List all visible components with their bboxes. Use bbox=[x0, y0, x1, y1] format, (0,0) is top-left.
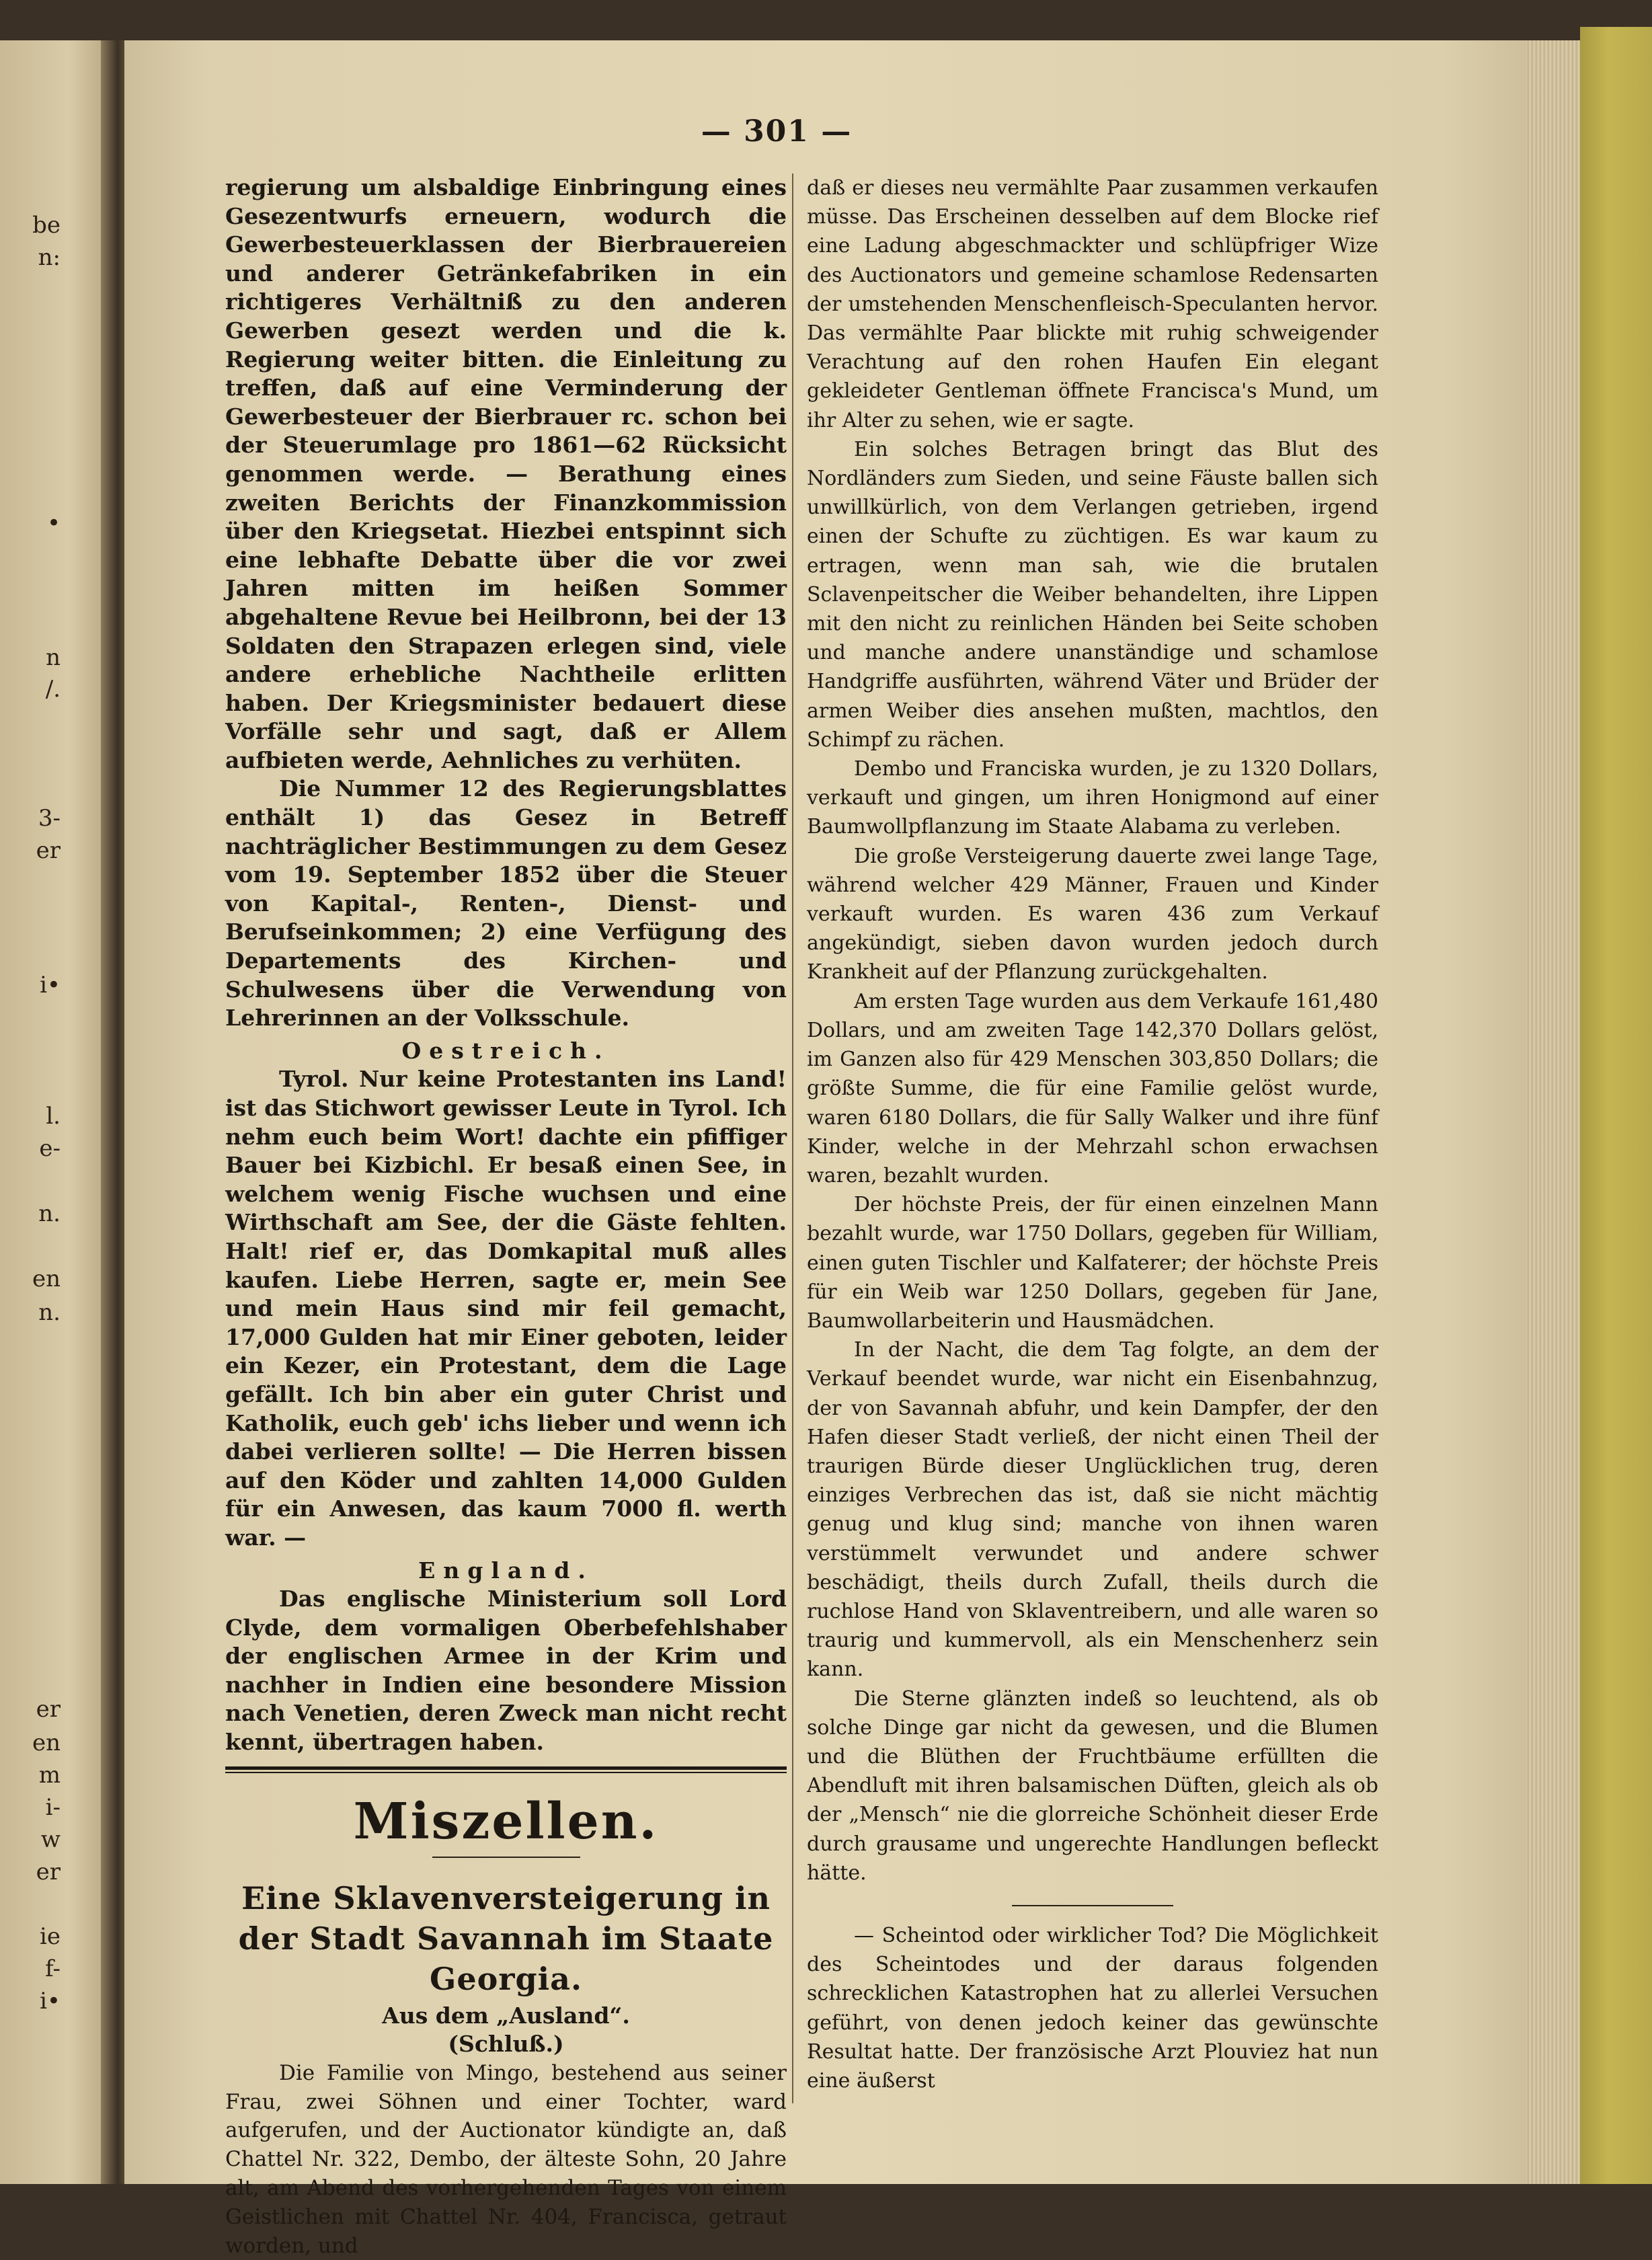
fragment: m bbox=[38, 1762, 61, 1789]
paragraph-mingo: Die Familie von Mingo, bestehend aus seiner Frau, zwei Söhnen und einer Tochter, ward aufgerufen, und der Auctionator kündigte an, daß Chattel Nr. 322, Dembo, der älteste Sohn, 20 Jahre alt, am Abend des vorhergehenden Tages von einem Geistlichen mit Chattel Nr. 404, Francisca, getraut worden, und bbox=[225, 2060, 787, 2258]
article-source: Aus dem „Ausland“. bbox=[382, 2002, 630, 2029]
fragment: en bbox=[32, 1265, 61, 1292]
page-stack-edges bbox=[1526, 40, 1580, 2184]
right-column bbox=[807, 173, 1378, 2095]
section-heading-oestreich: Oestreich. bbox=[401, 1037, 611, 1064]
paragraph-tyrol: Tyrol. Nur keine Protestanten ins Land! ist das Stichwort gewisser Leute in Tyrol. Ich nehm euch beim Wort! dachte ein pfiffiger Bauer bei Kizbichl. Er besaß einen See, in welchem wenig Fische wuchsen und eine Wirthschaft am See, der die Gäste fehlten. Halt! rief er, das Domkapital muß alles kaufen. Liebe Herren, sagte er, mein See und mein Haus sind mir feil gemacht, 17,000 Gulden hat mir Einer geboten, leider ein Kezer, ein Protestant, dem die Lage gefällt. Ich bin aber ein guter Christ und Katholik, euch geb' ichs lieber und wenn ich dabei verlieren sollte! — Die Herren bissen auf den Köder und zahlten 14,000 Gulden für ein Anwesen, das kaum 7000 fl. werth war. — bbox=[225, 1066, 787, 1551]
paragraph-versteigerung: Die große Versteigerung dauerte zwei lange Tage, während welcher 429 Männer, Frauen und Kinder verkauft wurden. Es waren 436 zum Verkauf angekündigt, sieben davon wurden jedoch durch Krankheit auf der Pflanzung zurückgehalten. bbox=[807, 844, 1378, 984]
paragraph-nordlaender: Ein solches Betragen bringt das Blut des Nordländers zum Sieden, und seine Fäuste ballen sich unwillkürlich, von dem Verlangen getrieben, irgend einen der Schufte zu züchtigen. Es war kaum zu ertragen, wenn man sah, wie die brutalen Sclavenpeitscher die Weiber behandelten, ihre Lippen mit den nicht zu reinlichen Händen bei Seite schoben und manche andere unanständige und schamlose Handgriffe ausführten, während Väter und Brüder der armen Weiber dies ansehen mußten, machtlos, den Schimpf zu rächen. bbox=[807, 437, 1378, 752]
fragment: i• bbox=[40, 1988, 61, 2015]
paragraph-england: Das englische Ministerium soll Lord Clyde, dem vormaligen Oberbefehlshaber der englischen Armee in der Krim und nachher in Indien eine besondere Mission nach Venetien, deren Zweck man nicht recht kennt, übertragen haben. bbox=[225, 1586, 787, 1756]
section-title-miszellen: Miszellen. bbox=[353, 1792, 659, 1850]
fragment: er bbox=[36, 1859, 61, 1885]
short-rule bbox=[1012, 1905, 1173, 1906]
column-divider bbox=[792, 173, 793, 2103]
paragraph-regierungsblatt: Die Nummer 12 des Regierungsblattes enthält 1) das Gesez in Betreff nachträglicher Bestimmungen zu dem Gesez vom 19. September 1852 über die Steuer von Kapital-, Renten-, Dienst- und Berufseinkommen; 2) eine Verfügung des Departements des Kirchen- und Schulwesens über die Verwendung von Lehrerinnen an der Volksschule. bbox=[225, 775, 787, 1031]
fragment: er bbox=[36, 1696, 61, 1723]
paragraph-summen: Am ersten Tage wurden aus dem Verkaufe 161,480 Dollars, und am zweiten Tage 142,370 Dollars gelöst, im Ganzen also für 429 Menschen 303,850 Dollars; die größte Summe, die für eine Familie gelöst wurde, waren 6180 Dollars, die für Sally Walker und ihre fünf Kinder, welche in der Mehrzahl schon erwachsen waren, bezahlt wurden. bbox=[807, 989, 1378, 1187]
paragraph-scheintod: — Scheintod oder wirklicher Tod? Die Möglichkeit des Scheintodes und der daraus folgenden schrecklichen Katastrophen hat zu allerlei Versuchen geführt, von denen jedoch keiner das gewünschte Resultat hatte. Der französische Arzt Plouviez hat nun eine äußerst bbox=[807, 1923, 1378, 2093]
paragraph-nacht: In der Nacht, die dem Tag folgte, an dem der Verkauf beendet wurde, war nicht ein Eisenbahnzug, der von Savannah abfuhr, und kein Dampfer, der den Hafen dieser Stadt verließ, der nicht einen Theil der traurigen Bürde dieser Unglücklichen trug, deren einziges Verbrechen das ist, daß sie nicht mächtig genug und klug sind; manche von ihnen waren verstümmelt verwundet und andere schwer beschädigt, theils durch Zufall, theils durch die ruchlose Hand von Sklaventreibern, und alle waren so traurig und kummervoll, als ein Menschenherz sein kann. bbox=[807, 1338, 1378, 1682]
fragment: i• bbox=[40, 972, 61, 999]
paragraph-preis: Der höchste Preis, der für einen einzelnen Mann bezahlt wurde, war 1750 Dollars, gegeben für William, einen guten Tischler und Kalfaterer; der höchste Preis für ein Weib war 1250 Dollars, gegeben für Jane, Baumwollarbeiterin und Hausmädchen. bbox=[807, 1193, 1378, 1333]
fragment: ie bbox=[40, 1923, 61, 1950]
fragment: er bbox=[36, 837, 61, 864]
fragment: i- bbox=[45, 1794, 61, 1821]
article-title: Eine Sklavenversteigerung in der Stadt Savannah im Staate Georgia. bbox=[238, 1879, 774, 1997]
paragraph-sterne: Die Sterne glänzten indeß so leuchtend, als ob solche Dinge gar nicht da gewesen, und die Blumen und die Blüthen der Fruchtbäume erfüllten die Abendluft mit ihren balsamischen Düften, gleich als ob der „Mensch“ nie die glorreiche Schönheit dieser Erde durch grausame und ungerechte Handlungen befleckt hätte. bbox=[807, 1686, 1378, 1885]
fragment: en bbox=[32, 1729, 61, 1756]
article-body bbox=[225, 2059, 787, 2260]
fragment: n bbox=[46, 644, 61, 671]
article-part: (Schluß.) bbox=[448, 2031, 564, 2058]
left-column bbox=[225, 173, 787, 2260]
fragment: be bbox=[32, 212, 61, 239]
fragment: n: bbox=[38, 244, 61, 271]
section-heading-england: England. bbox=[418, 1557, 594, 1584]
fragment: /. bbox=[45, 676, 61, 703]
paragraph-paar: daß er dieses neu vermählte Paar zusammen verkaufen müsse. Das Erscheinen desselben auf dem Blocke rief eine Ladung abgeschmackter und schlüpfriger Wize des Auctionators und gemeine schamlose Redensarten der umstehenden Menschenfleisch-Speculanten hervor. Das vermählte Paar blickte mit ruhig schweigender Verachtung auf den rohen Haufen Ein elegant gekleideter Gentleman öffnete Francisca's Mund, um ihr Alter zu sehen, wie er sagte. bbox=[807, 176, 1378, 432]
paragraph-steuer: regierung um alsbaldige Einbringung eines Gesezentwurfs erneuern, wodurch die Gewerbesteuerklassen der Bierbrauereien und anderer Getränkefabriken in ein richtigeres Verhältniß zu den anderen Gewerben gesezt werden und die k. Regierung weiter bitten. die Einleitung zu treffen, daß auf eine Verminderung der Gewerbesteuer der Bierbrauer rc. schon bei der Steuerumlage pro 1861—62 Rücksicht genommen werde. — Berathung eines zweiten Berichts der Finanzkommission über den Kriegsetat. Hiezbei entspinnt sich eine lebhafte Debatte über die vor zwei Jahren mitten im heißen Sommer abgehaltene Revue bei Heilbronn, bei der 13 Soldaten den Strapazen erlegen sind, viele andere erhebliche Nachtheile erlitten haben. Der Kriegsminister bedauert diese Vorfälle sehr und sagt, daß er Allem aufbieten werde, Aehnliches zu verhüten. bbox=[225, 174, 787, 773]
book-cover-board bbox=[1580, 27, 1652, 2184]
fragment: e- bbox=[39, 1135, 61, 1162]
double-rule bbox=[225, 1766, 787, 1773]
fragment: n. bbox=[38, 1200, 61, 1227]
paragraph-dembo: Dembo und Franciska wurden, je zu 1320 Dollars, verkauft und gingen, um ihren Honigmond auf einer Baumwollpflanzung im Staate Alabama zu verleben. bbox=[807, 757, 1378, 839]
fragment: w bbox=[40, 1826, 61, 1853]
fragment: n. bbox=[38, 1299, 61, 1326]
fragment: • bbox=[46, 510, 61, 537]
fragment: l. bbox=[46, 1103, 61, 1130]
fragment: 3- bbox=[38, 805, 61, 832]
fragment: f- bbox=[45, 1955, 61, 1982]
page-number: — 301 — bbox=[701, 114, 853, 149]
short-rule bbox=[432, 1857, 580, 1858]
